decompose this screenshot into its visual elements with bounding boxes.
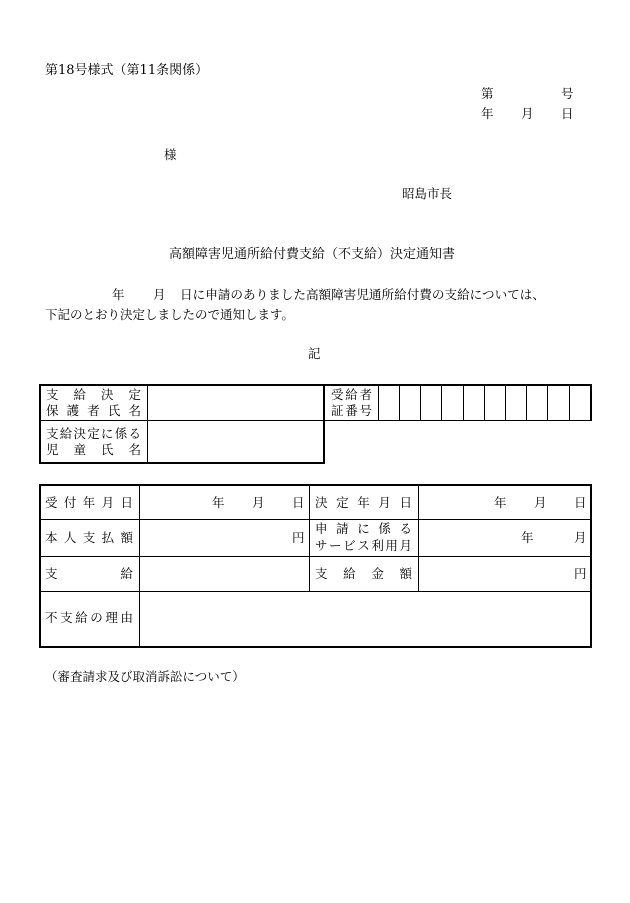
decision-year: 年 (494, 495, 507, 510)
decision-month: 月 (534, 495, 547, 510)
issuer: 昭島市長 (402, 186, 453, 201)
self-pay-label: 本人支払額 (45, 530, 133, 545)
body-line2: 下記のとおり決定しましたので通知します。 (45, 307, 295, 322)
date-day: 日 (561, 106, 574, 121)
addressee-suffix: 様 (164, 147, 177, 162)
doc-number-prefix: 第 (481, 86, 494, 101)
body-month: 月 (153, 287, 166, 302)
cert-label-2: 証番号 (331, 403, 372, 418)
received-month: 月 (252, 495, 265, 510)
service-month-label-2: サービス利用月 (315, 538, 412, 553)
reason-label: 不支給の理由 (45, 610, 133, 625)
child-name-field[interactable] (149, 422, 322, 461)
decision-date-label: 決定年月日 (315, 495, 412, 510)
guardian-label-1: 支給決定 (46, 387, 141, 402)
received-date-label: 受付年月日 (45, 495, 133, 510)
payment-label: 支給 (45, 566, 133, 581)
guardian-label-2: 保護者氏名 (46, 403, 141, 418)
appeal-note: （審査請求及び取消訴訟について） (45, 669, 245, 684)
ki-heading: 記 (308, 346, 321, 361)
amount-label: 支給金額 (315, 566, 412, 581)
service-month-label-1: 申請に係る (315, 521, 412, 536)
guardian-name-field[interactable] (149, 386, 322, 419)
service-month: 月 (574, 530, 587, 545)
service-year: 年 (521, 530, 534, 545)
document-title: 高額障害児通所給付費支給（不支給）決定通知書 (169, 247, 456, 262)
body-year: 年 (112, 287, 125, 302)
cert-number-field[interactable] (379, 386, 590, 419)
reason-field[interactable] (141, 593, 589, 645)
date-year: 年 (481, 106, 494, 121)
body-line1: 日に申請のありました高額障害児通所給付費の支給については、 (180, 287, 545, 302)
received-year: 年 (212, 495, 225, 510)
child-label-1: 支給決定に係る (46, 426, 141, 441)
cert-label-1: 受給者 (331, 387, 372, 402)
date-month: 月 (521, 106, 534, 121)
doc-number-suffix: 号 (561, 86, 574, 101)
amount-unit: 円 (574, 566, 587, 581)
decision-day: 日 (574, 495, 587, 510)
child-label-2: 児童氏名 (46, 442, 141, 457)
form-number: 第18号様式（第11条関係） (45, 63, 209, 78)
received-day: 日 (292, 495, 305, 510)
self-pay-unit: 円 (292, 530, 305, 545)
